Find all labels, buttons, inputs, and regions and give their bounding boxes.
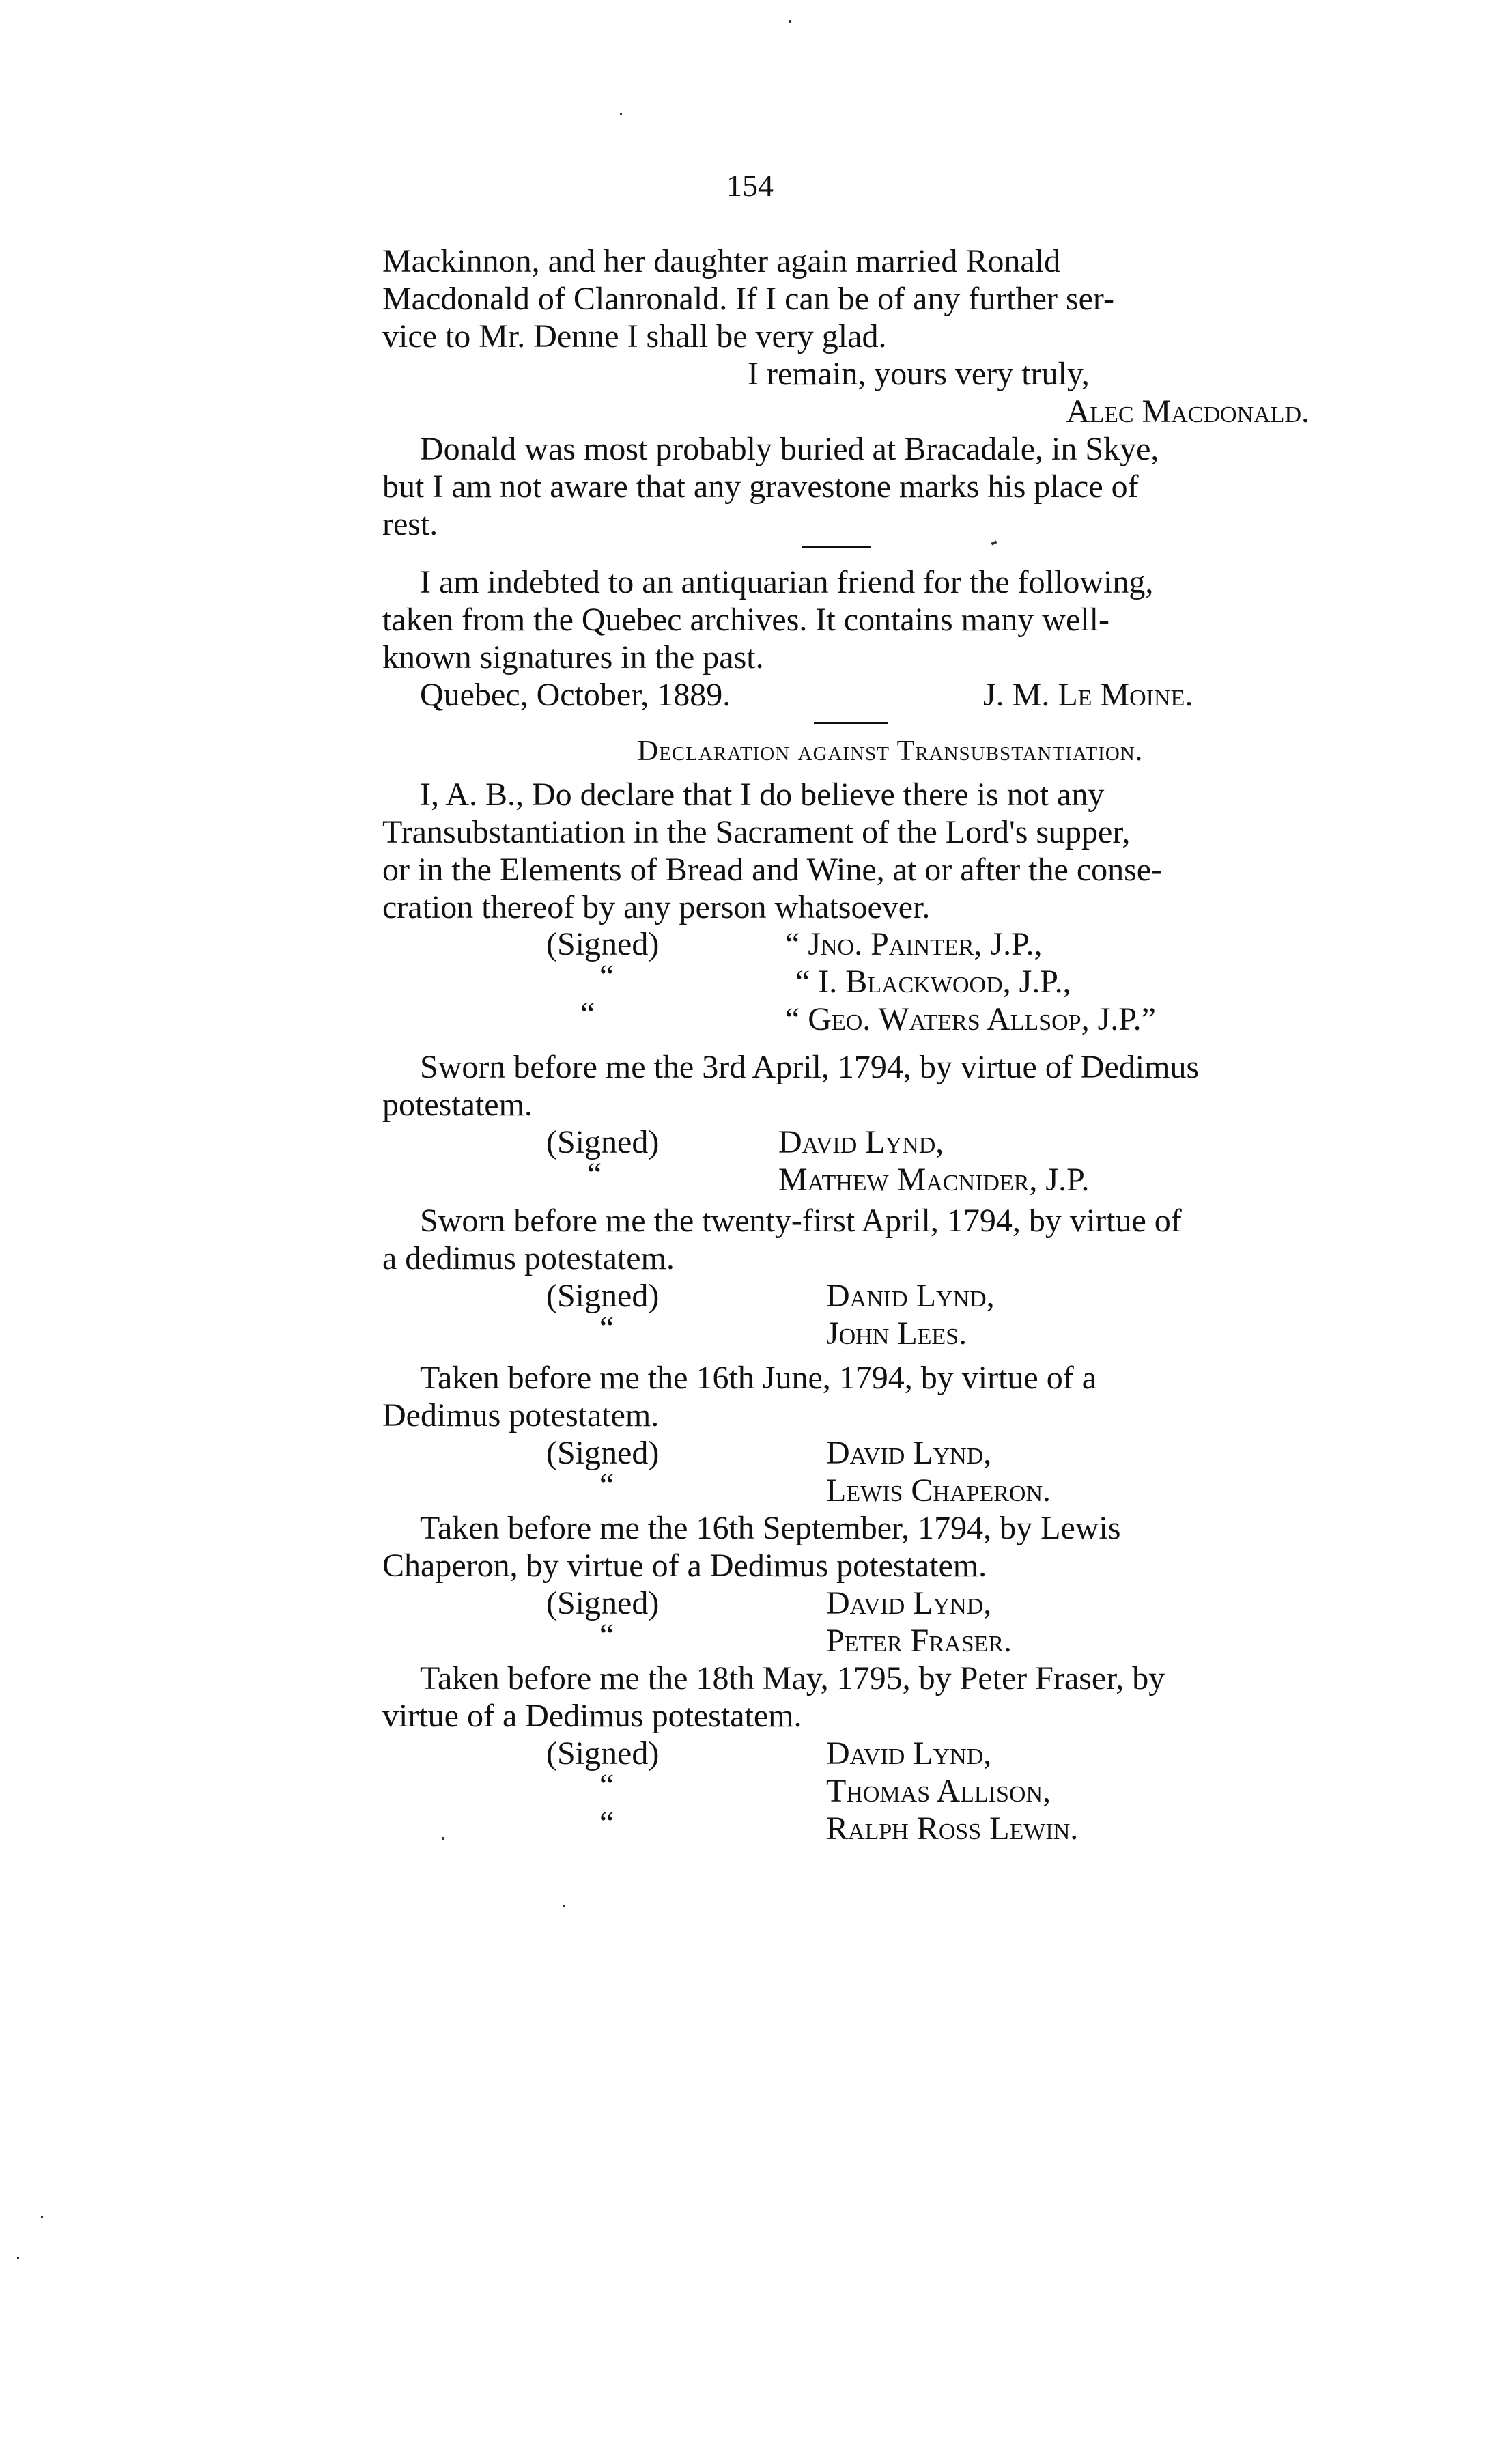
entry-line: Sworn before me the twenty-first April, 1794, by virtue of [420, 1203, 1182, 1239]
declaration-line: cration thereof by any person whatsoever. [382, 889, 931, 925]
ditto-mark: “ [580, 996, 595, 1032]
signed-label: (Signed) [546, 1735, 660, 1772]
entry-line: potestatem. [382, 1087, 533, 1123]
signer-name: David Lynd, [778, 1124, 944, 1160]
signer-name: “ Jno. Painter, J.P., [785, 926, 1043, 962]
section-divider [814, 722, 888, 724]
signature-row [382, 925, 1316, 963]
signer-name: David Lynd, [826, 1435, 992, 1471]
place-date: Quebec, October, 1889. [420, 677, 731, 713]
signer-name: David Lynd, [826, 1585, 992, 1621]
signed-label: (Signed) [546, 926, 660, 962]
declaration-line: Transubstantiation in the Sacrament of the Lord's supper, [382, 814, 1131, 850]
letter-close [382, 242, 1316, 430]
entry-line: Taken before me the 16th September, 1794, by Lewis [420, 1510, 1121, 1546]
signer-name: “ I. Blackwood, J.P., [795, 964, 1071, 1000]
scan-speck [563, 1905, 565, 1907]
signer-name: Peter Fraser. [826, 1623, 1012, 1659]
declaration-line: I, A. B., Do declare that I do believe there is not any [420, 776, 1105, 813]
signer-name: John Lees. [826, 1315, 967, 1352]
signature-row [382, 1617, 1316, 1660]
burial-line: rest. [382, 506, 438, 542]
signature-row [382, 1310, 1316, 1352]
signature-row [382, 1767, 1316, 1810]
signature-row [382, 1805, 1316, 1847]
burial-line: but I am not aware that any gravestone marks his place of [382, 468, 1139, 505]
ditto-mark: “ [587, 1156, 602, 1192]
scan-speck [442, 1837, 444, 1840]
author-name: J. M. Le Moine. [983, 677, 1193, 713]
declaration [382, 733, 1316, 926]
signed-label: (Signed) [546, 1435, 660, 1471]
burial-line: Donald was most probably buried at Bracadale, in Skye, [420, 431, 1159, 467]
signature-block-1 [382, 925, 1316, 1038]
intro-paragraph [382, 563, 1316, 714]
signer-name: Lewis Chaperon. [826, 1472, 1051, 1509]
entry-line: Sworn before me the 3rd April, 1794, by virtue of Dedimus [420, 1049, 1200, 1085]
signature-row [382, 1156, 1316, 1199]
entry-line: a dedimus potestatem. [382, 1240, 675, 1276]
page-number: 154 [726, 168, 774, 203]
signature-row [382, 1277, 1316, 1315]
signer-name: David Lynd, [826, 1735, 992, 1772]
signer-name: Ralph Ross Lewin. [826, 1810, 1079, 1847]
scan-speck [41, 2216, 43, 2218]
signature-row [382, 1123, 1316, 1161]
letter-line: vice to Mr. Denne I shall be very glad. [382, 318, 887, 354]
sworn-entry-2 [382, 1202, 1316, 1352]
taken-entry-2 [382, 1509, 1316, 1660]
letter-signature: Alec Macdonald. [1066, 393, 1310, 430]
signed-label: (Signed) [546, 1124, 660, 1160]
signer-name: “ Geo. Waters Allsop, J.P.” [785, 1001, 1156, 1037]
ditto-mark: “ [599, 1467, 614, 1503]
signer-name: Danid Lynd, [826, 1278, 995, 1314]
intro-dateline [382, 676, 1316, 714]
section-divider [802, 546, 871, 548]
entry-line: Taken before me the 16th June, 1794, by virtue of a [420, 1360, 1097, 1396]
signer-name: Thomas Allison, [826, 1773, 1051, 1809]
ditto-mark: “ [599, 958, 614, 994]
scan-speck [17, 2257, 19, 2259]
ditto-mark: “ [599, 1617, 614, 1653]
letter-line: Mackinnon, and her daughter again married Ronald [382, 243, 1060, 279]
intro-line: I am indebted to an antiquarian friend for the following, [420, 564, 1154, 600]
taken-entry-1 [382, 1359, 1316, 1509]
ditto-mark: “ [599, 1805, 614, 1841]
signed-label: (Signed) [546, 1585, 660, 1621]
taken-entry-3 [382, 1660, 1316, 1847]
intro-line: taken from the Quebec archives. It contains many well- [382, 602, 1109, 638]
scan-speck [620, 113, 622, 115]
declaration-line: or in the Elements of Bread and Wine, at or after the conse- [382, 852, 1163, 888]
signature-row [382, 1434, 1316, 1472]
scan-speck [789, 20, 791, 23]
entry-line: Taken before me the 18th May, 1795, by Peter Fraser, by [420, 1660, 1165, 1696]
signed-label: (Signed) [546, 1278, 660, 1314]
ditto-mark: “ [599, 1310, 614, 1346]
signature-row [382, 1735, 1316, 1772]
letter-line: Macdonald of Clanronald. If I can be of any further ser- [382, 281, 1114, 317]
declaration-heading: Declaration against Transubstantiation. [637, 736, 1144, 767]
entry-line: Chaperon, by virtue of a Dedimus potestatem. [382, 1548, 987, 1584]
sworn-entry-1 [382, 1048, 1316, 1199]
signature-row [382, 958, 1316, 1000]
letter-closing: I remain, yours very truly, [748, 356, 1090, 392]
signature-row [382, 996, 1316, 1038]
signer-name: Mathew Macnider, J.P. [778, 1162, 1090, 1198]
ditto-mark: “ [599, 1767, 614, 1804]
burial-paragraph [382, 430, 1316, 543]
signature-row [382, 1467, 1316, 1509]
entry-line: virtue of a Dedimus potestatem. [382, 1698, 802, 1734]
entry-line: Dedimus potestatem. [382, 1397, 660, 1433]
signature-row [382, 1584, 1316, 1622]
intro-line: known signatures in the past. [382, 639, 764, 675]
